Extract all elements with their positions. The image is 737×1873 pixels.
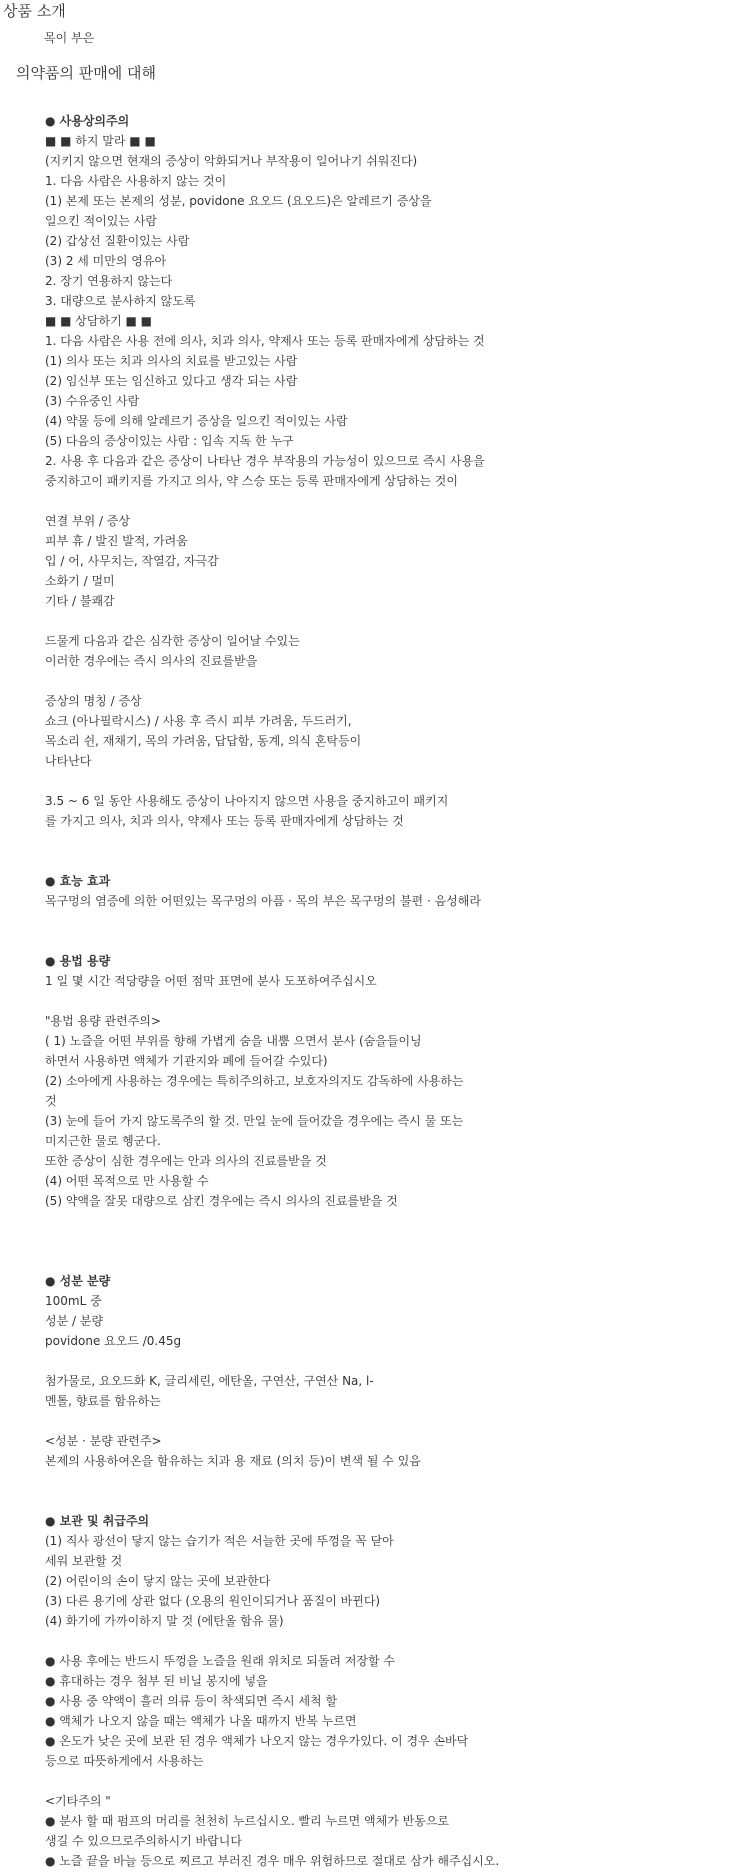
text-line: 목소리 쉰, 재채기, 목의 가려움, 답답함, 동계, 의식 혼탁등이 — [45, 734, 362, 748]
text-line: 목구멍의 염증에 의한 어떤있는 목구멍의 아픔 · 목의 부은 목구멍의 불편 · 음성해라 — [45, 894, 481, 908]
text-line: (2) 임신부 또는 임신하고 있다고 생각 되는 사람 — [45, 374, 298, 388]
blank-line — [45, 831, 725, 851]
text-line: (2) 어린이의 손이 닿지 않는 곳에 보관한다 — [45, 1574, 271, 1588]
text-line: (3) 2 세 미만의 영유아 — [45, 254, 167, 268]
text-line: 3.5 ~ 6 일 동안 사용해도 증상이 나아지지 않으면 사용을 중지하고이 패키지 — [45, 794, 449, 808]
text-line: (1) 의사 또는 치과 의사의 치료를 받고있는 사람 — [45, 354, 298, 368]
text-line: (4) 어떤 목적으로 만 사용할 수 — [45, 1174, 209, 1188]
text-line: ● 노즐 끝을 바늘 등으로 찌르고 부러진 경우 매우 위험하므로 절대로 삼가 해주십시오. — [45, 1854, 500, 1868]
text-line: 성분 / 분량 — [45, 1314, 104, 1328]
product-subtitle: 목이 부은 — [44, 31, 95, 45]
text-line: (1) 직사 광선이 닿지 않는 습기가 적은 서늘한 곳에 뚜껑을 꼭 닫아 — [45, 1534, 394, 1548]
section-title: ● 보관 및 취급주의 — [45, 1514, 150, 1528]
text-line: ■ ■ 하지 말라 ■ ■ — [45, 134, 156, 148]
text-line: 일으킨 적이있는 사람 — [45, 214, 157, 228]
text-line: 드물게 다음과 같은 심각한 증상이 일어날 수있는 — [45, 634, 300, 648]
text-line: 기타 / 불쾌감 — [45, 594, 115, 608]
blank-line — [45, 671, 725, 691]
section-heading: 의약품의 판매에 대해 — [16, 64, 156, 82]
text-line: ● 사용 중 약액이 흘러 의류 등이 착색되면 즉시 세척 할 — [45, 1694, 338, 1708]
blank-line — [45, 1231, 725, 1251]
blank-line — [45, 1471, 725, 1491]
blank-line — [45, 611, 725, 631]
text-line: 미지근한 물로 헹군다. — [45, 1134, 161, 1148]
text-line: (2) 갑상선 질환이있는 사람 — [45, 234, 190, 248]
page-title: 상품 소개 — [3, 2, 66, 20]
text-line: (5) 다음의 증상이있는 사람 : 입속 지독 한 누구 — [45, 434, 294, 448]
text-line: 100mL 중 — [45, 1294, 102, 1308]
text-line: ● 액체가 나오지 않을 때는 액체가 나올 때까지 반복 누르면 — [45, 1714, 357, 1728]
text-line: 소화기 / 멀미 — [45, 574, 115, 588]
text-line: <기타주의 " — [45, 1794, 111, 1808]
blank-line — [45, 491, 725, 511]
text-line: 것 — [45, 1094, 57, 1108]
text-line: 를 가지고 의사, 치과 의사, 약제사 또는 등록 판매자에게 상담하는 것 — [45, 814, 404, 828]
text-line: povidone 요오드 /0.45g — [45, 1334, 182, 1348]
text-line: 또한 증상이 심한 경우에는 안과 의사의 진료를받을 것 — [45, 1154, 327, 1168]
blank-line — [45, 911, 725, 931]
blank-line — [45, 771, 725, 791]
text-line: 연결 부위 / 증상 — [45, 514, 131, 528]
text-line: "용법 용량 관련주의> — [45, 1014, 161, 1028]
section-title: ● 성분 분량 — [45, 1274, 111, 1288]
text-line: 나타난다 — [45, 754, 92, 768]
text-line: 입 / 어, 사무치는, 작열감, 자극감 — [45, 554, 219, 568]
text-line: 피부 휴 / 발진 발적, 가려움 — [45, 534, 188, 548]
text-line: 멘톨, 향료를 함유하는 — [45, 1394, 161, 1408]
text-line: (4) 화기에 가까이하지 말 것 (에탄올 함유 물) — [45, 1614, 284, 1628]
text-line: (지키지 않으면 현재의 증상이 악화되거나 부작용이 일어나기 쉬워진다) — [45, 154, 418, 168]
text-line: (1) 본제 또는 본제의 성분, povidone 요오드 (요오드)은 알레르기 증상을 — [45, 194, 432, 208]
blank-line — [45, 1211, 725, 1231]
text-line: 1 일 몇 시간 적당량을 어떤 점막 표면에 분사 도포하여주십시오 — [45, 974, 377, 988]
text-line: 하면서 사용하면 액체가 기관지와 폐에 들어갈 수있다) — [45, 1054, 328, 1068]
text-line: 3. 대량으로 분사하지 않도록 — [45, 294, 196, 308]
text-line: 등으로 따뜻하게에서 사용하는 — [45, 1754, 204, 1768]
blank-line — [45, 931, 725, 951]
product-description — [45, 111, 725, 1871]
text-line: ( 1) 노즐을 어떤 부위를 향해 가볍게 숨을 내뿜 으면서 분사 (숨을들이닝 — [45, 1034, 422, 1048]
blank-line — [45, 991, 725, 1011]
text-line: 본제의 사용하여온을 함유하는 치과 용 재료 (의치 등)이 변색 될 수 있음 — [45, 1454, 421, 1468]
text-line: ● 분사 할 때 펌프의 머리를 천천히 누르십시오. 빨리 누르면 액체가 반동으로 — [45, 1814, 450, 1828]
text-line: (2) 소아에게 사용하는 경우에는 특히주의하고, 보호자의지도 감독하에 사용하는 — [45, 1074, 464, 1088]
blank-line — [45, 1631, 725, 1651]
blank-line — [45, 1251, 725, 1271]
text-line: ● 온도가 낮은 곳에 보관 된 경우 액체가 나오지 않는 경우가있다. 이 경우 손바닥 — [45, 1734, 469, 1748]
text-line: ● 사용 후에는 반드시 뚜껑을 노즐을 원래 위치로 되돌려 저장할 수 — [45, 1654, 396, 1668]
text-line: 중지하고이 패키지를 가지고 의사, 약 스승 또는 등록 판매자에게 상담하는 것이 — [45, 474, 458, 488]
text-line: (4) 약물 등에 의해 알레르기 증상을 일으킨 적이있는 사람 — [45, 414, 348, 428]
blank-line — [45, 1771, 725, 1791]
text-line: 2. 장기 연용하지 않는다 — [45, 274, 173, 288]
blank-line — [45, 1411, 725, 1431]
text-line: 생길 수 있으므로주의하시기 바랍니다 — [45, 1834, 242, 1848]
text-line: (5) 약액을 잘못 대량으로 삼킨 경우에는 즉시 의사의 진료를받을 것 — [45, 1194, 398, 1208]
section-title: ● 용법 용량 — [45, 954, 111, 968]
text-line: 1. 다음 사람은 사용 전에 의사, 치과 의사, 약제사 또는 등록 판매자에게 상담하는 것 — [45, 334, 485, 348]
text-line: (3) 다른 용기에 상관 없다 (오용의 원인이되거나 품질이 바뀐다) — [45, 1594, 381, 1608]
section-title: ● 효능 효과 — [45, 874, 111, 888]
text-line: 쇼크 (아나필락시스) / 사용 후 즉시 피부 가려움, 두드러기, — [45, 714, 352, 728]
text-line: 2. 사용 후 다음과 같은 증상이 나타난 경우 부작용의 가능성이 있으므로 즉시 사용을 — [45, 454, 485, 468]
text-line: 세워 보관할 것 — [45, 1554, 123, 1568]
section-title: ● 사용상의주의 — [45, 114, 130, 128]
text-line: 첨가물로, 요오드화 K, 글리세린, 에탄올, 구연산, 구연산 Na, l- — [45, 1374, 374, 1388]
text-line: <성분 · 분량 관련주> — [45, 1434, 162, 1448]
text-line: 이러한 경우에는 즉시 의사의 진료를받을 — [45, 654, 258, 668]
text-line: 1. 다음 사람은 사용하지 않는 것이 — [45, 174, 227, 188]
text-line: (3) 수유중인 사람 — [45, 394, 140, 408]
text-line: ■ ■ 상담하기 ■ ■ — [45, 314, 152, 328]
text-line: ● 휴대하는 경우 첨부 된 비닐 봉지에 넣을 — [45, 1674, 268, 1688]
blank-line — [45, 1351, 725, 1371]
blank-line — [45, 1491, 725, 1511]
text-line: (3) 눈에 들어 가지 않도록주의 할 것. 만일 눈에 들어갔을 경우에는 즉시 물 또는 — [45, 1114, 464, 1128]
blank-line — [45, 851, 725, 871]
text-line: 증상의 명칭 / 증상 — [45, 694, 142, 708]
